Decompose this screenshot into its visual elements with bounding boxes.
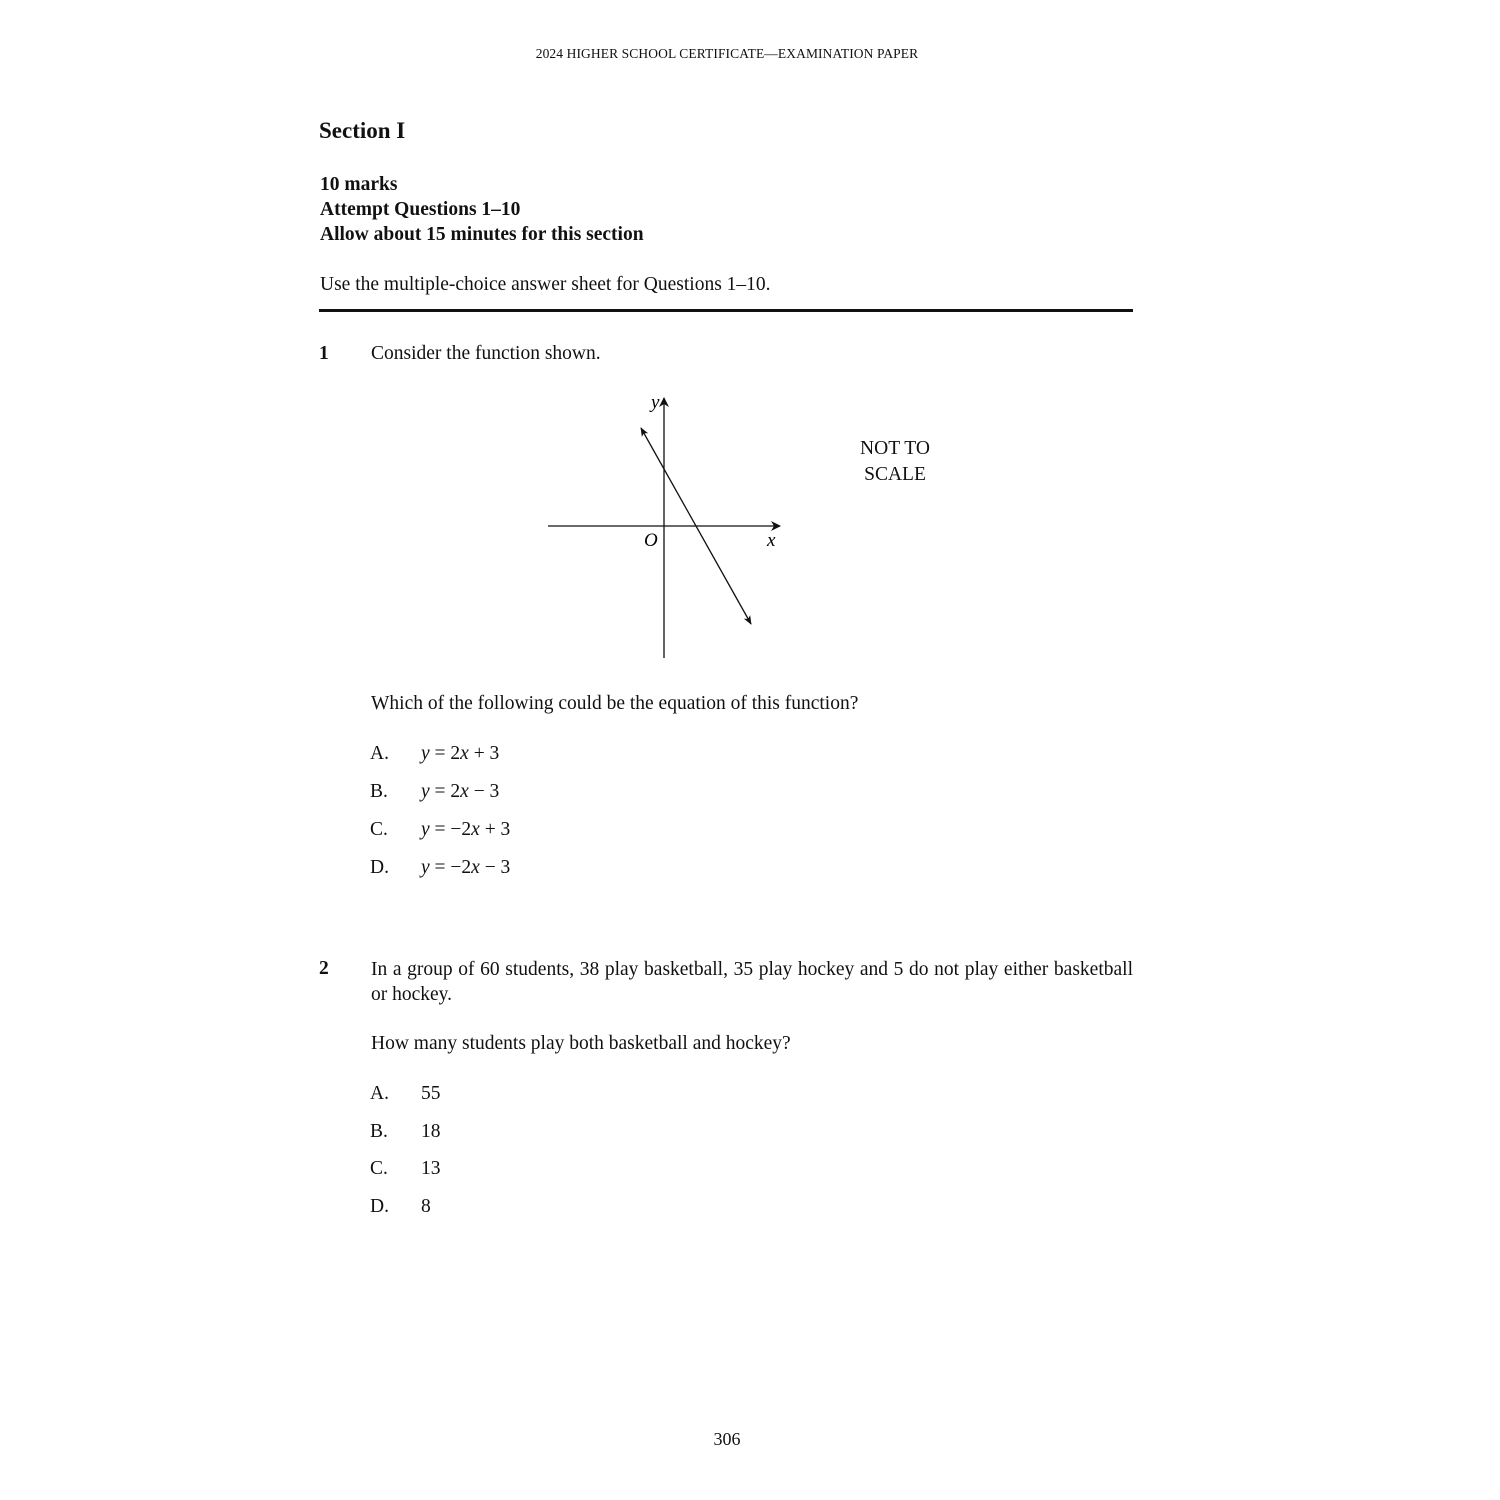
- section-instruction: Use the multiple-choice answer sheet for Questions 1–10.: [320, 274, 771, 295]
- q1-option-c-letter: C.: [370, 819, 388, 840]
- q2-option-a[interactable]: 55: [421, 1083, 441, 1104]
- q1-option-a-letter: A.: [370, 743, 389, 764]
- section-attempt: Attempt Questions 1–10: [320, 199, 521, 220]
- q2-option-d-letter: D.: [370, 1196, 389, 1217]
- q2-option-b[interactable]: 18: [421, 1121, 441, 1142]
- section-title: Section I: [319, 118, 406, 143]
- q1-option-b[interactable]: y = 2x − 3: [421, 781, 500, 802]
- x-axis-label: x: [767, 530, 776, 551]
- question-2-number: 2: [319, 958, 329, 979]
- q2-option-b-letter: B.: [370, 1121, 388, 1142]
- section-time: Allow about 15 minutes for this section: [320, 224, 644, 245]
- q2-option-d[interactable]: 8: [421, 1196, 431, 1217]
- running-header: 2024 HIGHER SCHOOL CERTIFICATE—EXAMINATION PAPER: [535, 46, 919, 61]
- not-to-scale-note: NOT TO SCALE: [860, 438, 930, 485]
- q1-option-b-letter: B.: [370, 781, 388, 802]
- page-number: 306: [713, 1429, 741, 1449]
- q2-option-c[interactable]: 13: [421, 1158, 441, 1179]
- question-1-number: 1: [319, 343, 329, 364]
- y-axis-label: y: [651, 392, 660, 413]
- question-2-prompt: How many students play both basketball and hockey?: [371, 1033, 791, 1054]
- q2-option-c-letter: C.: [370, 1158, 388, 1179]
- origin-label: O: [644, 530, 658, 551]
- q1-option-a[interactable]: y = 2x + 3: [421, 743, 500, 764]
- q2-option-a-letter: A.: [370, 1083, 389, 1104]
- q1-option-d[interactable]: y = −2x − 3: [421, 857, 511, 878]
- q1-option-c[interactable]: y = −2x + 3: [421, 819, 511, 840]
- question-1-stem: Consider the function shown.: [371, 343, 601, 364]
- question-2-stem: In a group of 60 students, 38 play basketball, 35 play hockey and 5 do not play either basketball or hockey.: [371, 959, 1133, 1005]
- section-divider: [319, 309, 1133, 312]
- q1-option-d-letter: D.: [370, 857, 389, 878]
- function-graph: [540, 388, 800, 663]
- question-1-prompt: Which of the following could be the equation of this function?: [371, 693, 859, 714]
- section-marks: 10 marks: [320, 174, 398, 195]
